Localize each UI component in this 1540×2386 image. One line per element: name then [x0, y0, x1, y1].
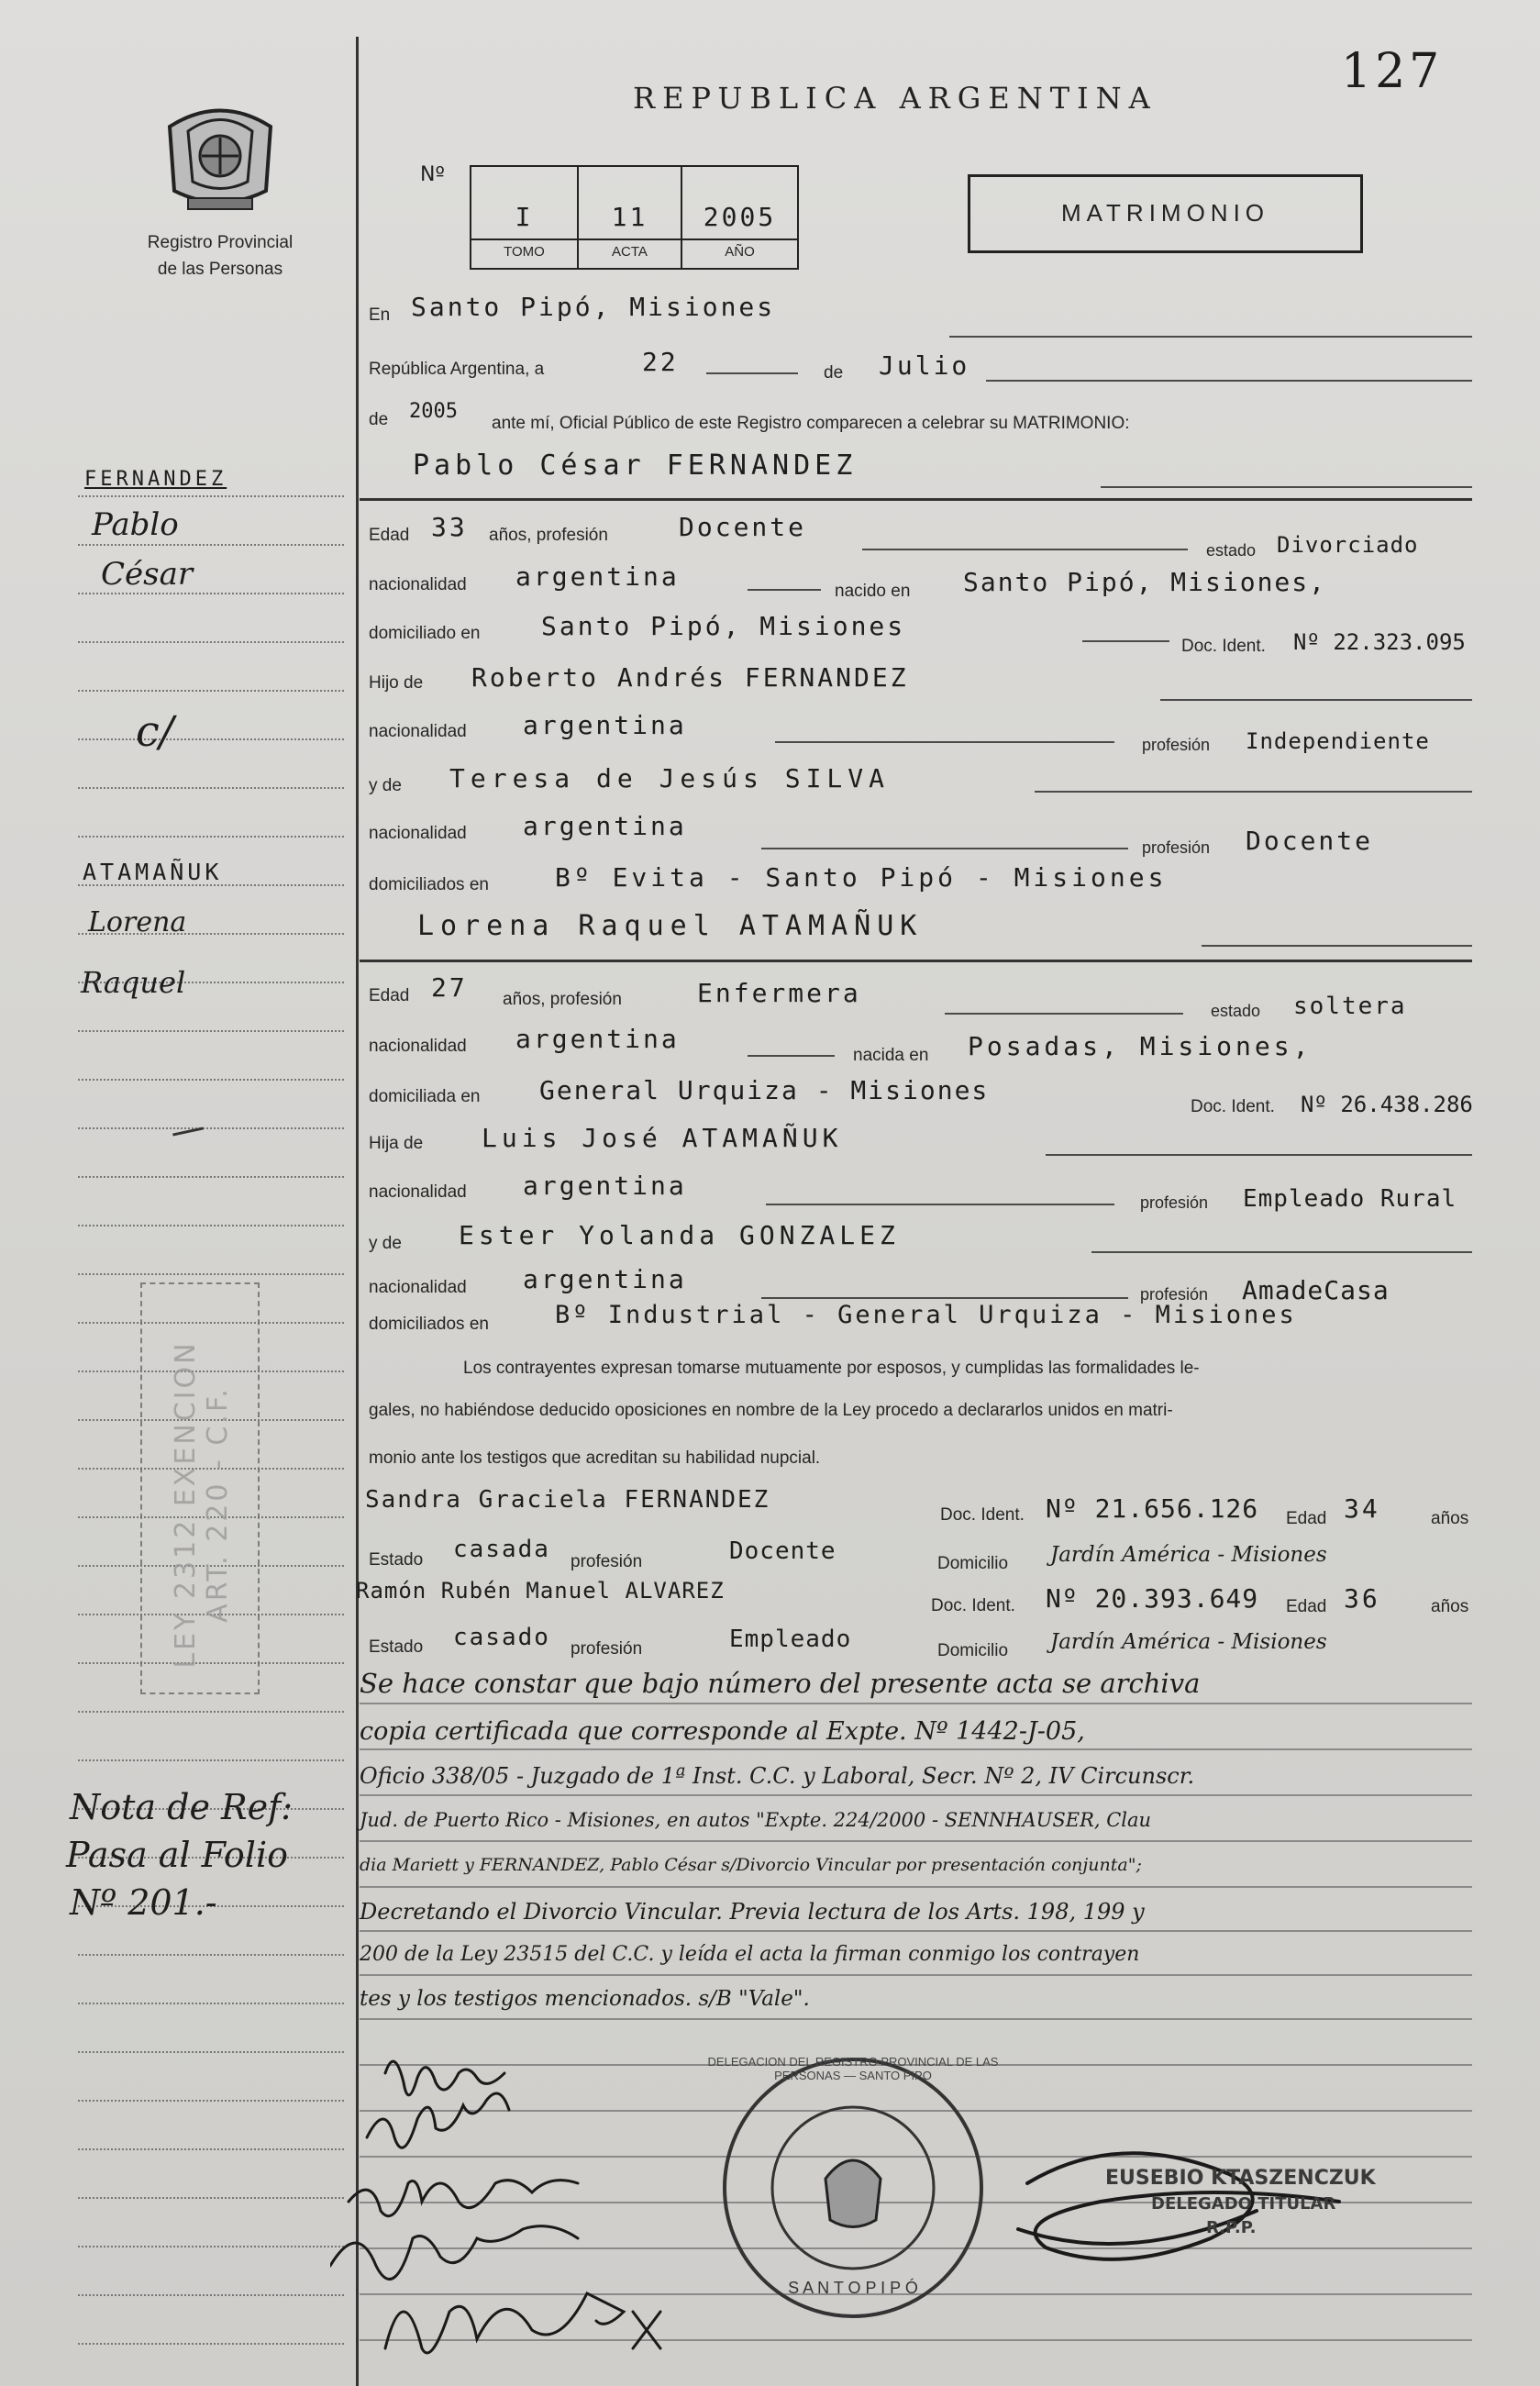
acta-label: ACTA [612, 244, 648, 260]
fill-line [748, 1055, 835, 1057]
tomo-label: TOMO [504, 244, 545, 260]
margin-divider [356, 37, 359, 2386]
margin-dotted-line [78, 593, 344, 594]
witness2-profession: Empleado [729, 1626, 852, 1653]
anios-profesion-label: años, profesión [503, 990, 622, 1009]
anio-value: 2005 [703, 202, 777, 232]
witness1-status: casada [453, 1536, 550, 1563]
groom-profession: Docente [679, 512, 807, 542]
margin-dotted-line [78, 2246, 344, 2247]
margin-dotted-line [78, 836, 344, 838]
de-label: de [824, 363, 844, 383]
ruled-line [360, 1748, 1472, 1750]
profesion-label: profesión [1140, 1285, 1209, 1304]
edad-label: Edad [369, 526, 410, 545]
bride-parents-address: Bº Industrial - General Urquiza - Misiones [555, 1301, 1297, 1329]
declaration-line-2: gales, no habiéndose deducido oposiciones en nombre de la Ley procedo a declararlos unidos en matri- [369, 1401, 1173, 1420]
profesion-label: profesión [1140, 1193, 1209, 1212]
margin-dotted-line [78, 2294, 344, 2296]
fill-line [945, 1013, 1183, 1015]
month-value: Julio [879, 350, 970, 381]
section-rule [360, 960, 1472, 962]
margin-conjunction: c/ [136, 706, 174, 756]
margin-dotted-line [78, 1273, 344, 1275]
bride-mother-profession: AmadeCasa [1242, 1275, 1390, 1305]
domiciliado-label: domiciliado en [369, 624, 481, 643]
fill-line [1160, 699, 1472, 701]
estado-label: estado [1211, 1002, 1261, 1020]
doc-label: Doc. Ident. [1191, 1097, 1275, 1116]
bride-nationality: argentina [515, 1024, 680, 1054]
groom-birthplace: Santo Pipó, Misiones, [963, 567, 1327, 597]
fill-line [1035, 791, 1472, 793]
groom-doc: Nº 22.323.095 [1293, 629, 1466, 655]
domiciliados-label: domiciliados en [369, 875, 489, 894]
margin-dotted-line [78, 690, 344, 692]
witness2-status: casado [453, 1624, 550, 1651]
nacionalidad-label: nacionalidad [369, 575, 467, 594]
margin-dotted-line [78, 2051, 344, 2053]
ruled-line [360, 1974, 1472, 1976]
groom-mother: Teresa de Jesús SILVA [449, 763, 891, 793]
fill-line [1082, 640, 1169, 642]
bride-profession: Enfermera [697, 978, 861, 1008]
note-line-5: dia Mariett y FERNANDEZ, Pablo César s/Divorcio Vincular por presentación conjunta"; [360, 1855, 1142, 1875]
fill-line [1091, 1251, 1472, 1253]
ruled-line [360, 1794, 1472, 1796]
nacido-label: nacido en [835, 582, 911, 601]
margin-exemption-stamp [140, 1282, 260, 1694]
anio-label: AÑO [725, 244, 755, 260]
ruled-line [360, 1930, 1472, 1932]
folio-number: 127 [1341, 44, 1444, 99]
witness2-age: 36 [1344, 1583, 1380, 1614]
margin-dotted-line [78, 1176, 344, 1178]
margin-dotted-line [78, 1127, 344, 1129]
margin-bride-given1: Lorena [88, 906, 187, 938]
groom-address: Santo Pipó, Misiones [541, 611, 906, 641]
bride-address: General Urquiza - Misiones [539, 1075, 990, 1105]
margin-ref-note-line2: Pasa al Folio [66, 1835, 288, 1875]
y-de-label: y de [369, 1234, 402, 1253]
witness1-profession: Docente [729, 1537, 836, 1565]
nacida-label: nacida en [853, 1046, 929, 1065]
hijo-de-label: Hijo de [369, 673, 424, 693]
groom-full-name: Pablo César FERNANDEZ [413, 449, 858, 482]
profesion-label: profesión [571, 1552, 643, 1571]
groom-father-profession: Independiente [1246, 728, 1430, 754]
margin-dotted-line [78, 1711, 344, 1713]
nacionalidad-label: nacionalidad [369, 1182, 467, 1202]
nacionalidad-label: nacionalidad [369, 1278, 467, 1297]
declaration-line-1: Los contrayentes expresan tomarse mutuamente por esposos, y cumplidas las formalidades le- [463, 1359, 1200, 1378]
contracting-parties-signatures-icon [330, 2046, 752, 2385]
fill-line [1046, 1154, 1472, 1156]
doc-label: Doc. Ident. [1181, 637, 1266, 656]
groom-civil-status: Divorciado [1277, 532, 1419, 558]
bride-father-profession: Empleado Rural [1243, 1185, 1457, 1213]
margin-dotted-line [78, 544, 344, 546]
day-value: 22 [642, 347, 679, 377]
witness1-address: Jardín América - Misiones [1050, 1543, 1327, 1567]
profesion-label: profesión [1142, 736, 1211, 754]
margin-dotted-line [78, 787, 344, 789]
tomo-value: I [515, 202, 534, 232]
note-line-3: Oficio 338/05 - Juzgado de 1ª Inst. C.C. y Laboral, Secr. Nº 2, IV Circunscr. [360, 1763, 1195, 1789]
margin-dotted-line [78, 1759, 344, 1761]
intro-text: ante mí, Oficial Público de este Registro comparecen a celebrar su MATRIMONIO: [492, 414, 1130, 433]
ruled-line [360, 2018, 1472, 2020]
witness1-doc: Nº 21.656.126 [1046, 1493, 1259, 1524]
margin-groom-given1: Pablo [92, 506, 179, 543]
groom-father: Roberto Andrés FERNANDEZ [471, 662, 909, 693]
official-name: EUSEBIO KTASZENCZUK [1105, 2167, 1376, 2190]
fill-line [748, 589, 821, 591]
margin-dotted-line [78, 1030, 344, 1032]
ruled-line [360, 1703, 1472, 1704]
edad-label: Edad [1286, 1597, 1327, 1616]
ruled-line [360, 1840, 1472, 1842]
margin-dotted-line [78, 2343, 344, 2345]
act-type-label: MATRIMONIO [1060, 199, 1270, 227]
margin-bride-surname: ATAMAÑUK [83, 859, 223, 885]
margin-groom-surname: FERNANDEZ [84, 468, 227, 491]
margin-dotted-line [78, 641, 344, 643]
witness1-age: 34 [1344, 1493, 1380, 1524]
profesion-label: profesión [571, 1639, 643, 1659]
nacionalidad-label: nacionalidad [369, 824, 467, 843]
margin-bride-given2: Raquel [81, 965, 186, 1000]
ruled-line [360, 1886, 1472, 1888]
note-line-4: Jud. de Puerto Rico - Misiones, en autos "Expte. 224/2000 - SENNHAUSER, Clau [360, 1809, 1152, 1831]
note-line-8: tes y los testigos mencionados. s/B "Vale". [360, 1987, 810, 2011]
doc-label: Doc. Ident. [940, 1505, 1025, 1525]
record-reference-box [470, 165, 799, 270]
note-line-1: Se hace constar que bajo número del presente acta se archiva [360, 1668, 1201, 1699]
margin-dotted-line [78, 2003, 344, 2004]
bride-doc: Nº 26.438.286 [1301, 1092, 1473, 1117]
anios-profesion-label: años, profesión [489, 526, 608, 545]
official-title: DELEGADO TITULAR [1151, 2194, 1336, 2214]
anios-label: años [1431, 1509, 1469, 1528]
place-value: Santo Pipó, Misiones [411, 292, 776, 322]
witness2-name: Ramón Rubén Manuel ALVAREZ [356, 1578, 725, 1604]
republic-label: República Argentina, a [369, 360, 545, 379]
act-type-box [968, 174, 1363, 253]
groom-mother-profession: Docente [1246, 826, 1374, 856]
registry-seal-icon [715, 2050, 991, 2325]
hija-de-label: Hija de [369, 1134, 424, 1153]
registry-seal-text: DELEGACION DEL REGISTRO PROVINCIAL DE LAS PERSONAS — SANTO PIPO [707, 2055, 999, 2082]
domiciliados-label: domiciliados en [369, 1315, 489, 1334]
en-label: En [369, 305, 391, 325]
number-mark: Nº [420, 163, 445, 186]
doc-label: Doc. Ident. [931, 1596, 1015, 1615]
bride-civil-status: soltera [1293, 993, 1407, 1020]
fill-line [706, 372, 798, 374]
bride-birthplace: Posadas, Misiones, [968, 1031, 1313, 1061]
registry-name-line2: de las Personas [157, 260, 283, 279]
margin-dotted-line [78, 2100, 344, 2102]
fill-line [761, 1297, 1128, 1299]
fill-line [766, 1204, 1114, 1205]
fill-line [775, 741, 1114, 743]
registry-emblem-icon [156, 90, 284, 218]
nacionalidad-label: nacionalidad [369, 722, 467, 741]
declaration-line-3: monio ante los testigos que acreditan su habilidad nupcial. [369, 1448, 821, 1468]
bride-mother-nationality: argentina [523, 1264, 687, 1294]
note-line-2: copia certificada que corresponde al Expte. Nº 1442-J-05, [360, 1717, 1085, 1746]
profesion-label: profesión [1142, 838, 1211, 857]
year-prefix: de [369, 410, 389, 429]
svg-text:S A N T O P I P Ó: S A N T O P I P Ó [788, 2279, 918, 2297]
country-heading: REPUBLICA ARGENTINA [633, 81, 1158, 116]
acta-value: 11 [611, 202, 648, 232]
margin-dotted-line [78, 2197, 344, 2199]
nacionalidad-label: nacionalidad [369, 1037, 467, 1056]
estado-label: Estado [369, 1550, 424, 1570]
section-rule [360, 498, 1472, 501]
fill-line [986, 380, 1472, 382]
margin-dotted-line [78, 1954, 344, 1956]
fill-line [1101, 486, 1472, 488]
margin-dotted-line [78, 495, 344, 497]
bride-age: 27 [431, 972, 468, 1003]
margin-ref-note-line3: Nº 201.- [70, 1882, 217, 1923]
fill-line [761, 848, 1128, 849]
registry-name-line1: Registro Provincial [147, 233, 294, 252]
groom-mother-nationality: argentina [523, 811, 687, 841]
witness2-address: Jardín América - Misiones [1050, 1630, 1327, 1654]
witness2-doc: Nº 20.393.649 [1046, 1583, 1259, 1614]
note-line-7: 200 de la Ley 23515 del C.C. y leída el acta la firman conmigo los contrayen [360, 1943, 1140, 1966]
official-org: R.P.P. [1206, 2218, 1257, 2237]
domicilio-label: Domicilio [937, 1641, 1009, 1660]
margin-dotted-line [78, 1225, 344, 1226]
domiciliada-label: domiciliada en [369, 1087, 481, 1106]
bride-mother: Ester Yolanda GONZALEZ [459, 1220, 900, 1250]
note-line-6: Decretando el Divorcio Vincular. Previa lectura de los Arts. 198, 199 y [360, 1899, 1145, 1925]
margin-dotted-line [78, 738, 344, 740]
margin-ref-note-line1: Nota de Ref: [70, 1787, 293, 1827]
groom-parents-address: Bº Evita - Santo Pipó - Misiones [555, 862, 1168, 893]
estado-label: estado [1206, 541, 1257, 560]
margin-dotted-line [78, 1079, 344, 1081]
margin-dotted-line [78, 2148, 344, 2150]
witness1-name: Sandra Graciela FERNANDEZ [365, 1486, 770, 1514]
edad-label: Edad [369, 986, 410, 1005]
groom-nationality: argentina [515, 561, 680, 592]
fill-line [949, 336, 1472, 338]
estado-label: Estado [369, 1637, 424, 1657]
domicilio-label: Domicilio [937, 1554, 1009, 1573]
fill-line [1202, 945, 1472, 947]
stamp-text: LEY 2312 EXENCION ART. 220 - C.F. [170, 1340, 234, 1669]
bride-father-nationality: argentina [523, 1171, 687, 1201]
groom-age: 33 [431, 512, 468, 542]
edad-label: Edad [1286, 1509, 1327, 1528]
y-de-label: y de [369, 776, 402, 795]
margin-groom-given2: César [101, 556, 194, 593]
fill-line [862, 549, 1188, 550]
anios-label: años [1431, 1597, 1469, 1616]
year-value: 2005 [409, 400, 458, 423]
bride-father: Luis José ATAMAÑUK [482, 1123, 843, 1153]
groom-father-nationality: argentina [523, 710, 687, 740]
bride-full-name: Lorena Raquel ATAMAÑUK [417, 910, 924, 942]
